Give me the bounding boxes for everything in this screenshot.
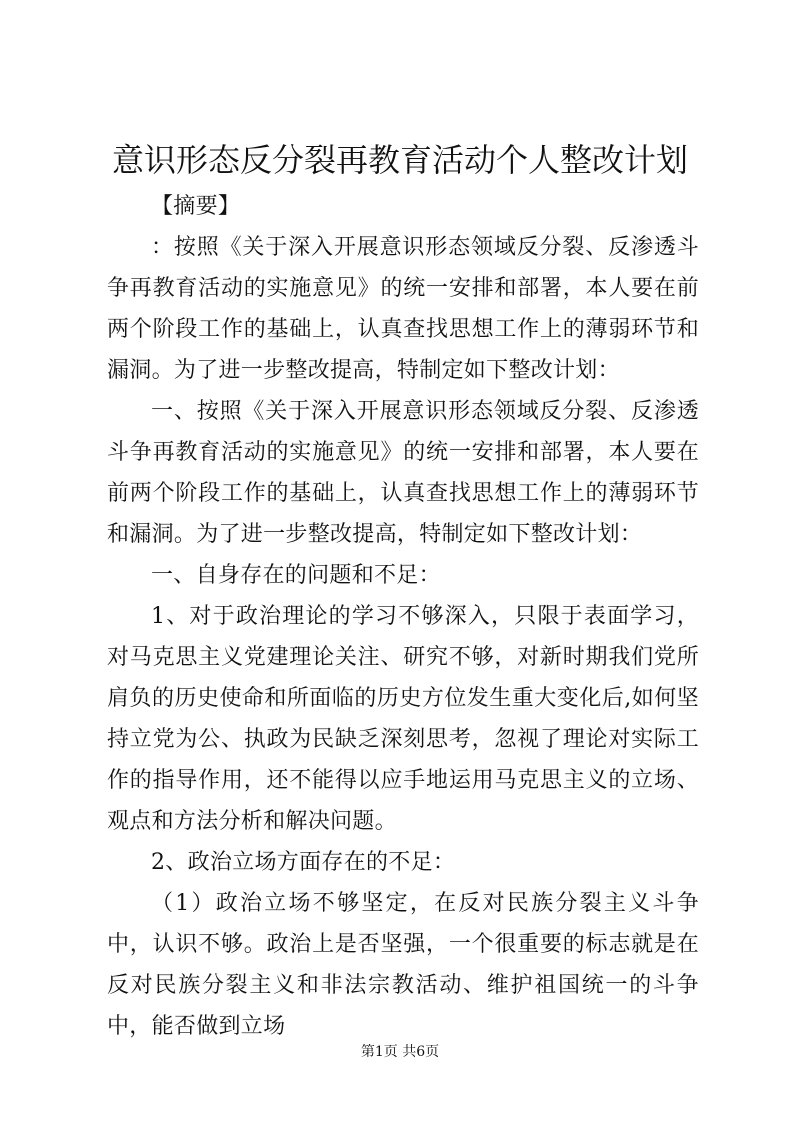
- abstract-label: 【摘要】: [151, 194, 241, 219]
- paragraph: 1、对于政治理论的学习不够深入，只限于表面学习，对马克思主义党建理论关注、研究不够，对新时期我们党所肩负的历史使命和所面临的历史方位发生重大变化后,如何坚持立党为公、执政为民缺乏深刻思考，忽视了理论对实际工作的指导作用，还不能得以应手地运用马克思主义的立场、观点和方法分析和解决问题。: [107, 604, 699, 834]
- page-footer: 第1页 共6页: [360, 1044, 440, 1060]
- paragraph: ：按照《关于深入开展意识形态领域反分裂、反渗透斗争再教育活动的实施意见》的统一安排和部署，本人要在前两个阶段工作的基础上，认真查找思想工作上的薄弱环节和漏洞。为了进一步整改提高，特制定如下整改计划：: [107, 235, 699, 383]
- paragraph: （1）政治立场不够坚定，在反对民族分裂主义斗争中，认识不够。政治上是否坚强，一个很重要的标志就是在反对民族分裂主义和非法宗教活动、维护祖国统一的斗争中，能否做到立场: [107, 891, 699, 1039]
- document-title: 意识形态反分裂再教育活动个人整改计划: [111, 141, 688, 179]
- section-heading: 一、自身存在的问题和不足：: [151, 563, 441, 588]
- document-body: [107, 186, 699, 1047]
- paragraph: 一、按照《关于深入开展意识形态领域反分裂、反渗透斗争再教育活动的实施意见》的统一安排和部署，本人要在前两个阶段工作的基础上，认真查找思想工作上的薄弱环节和漏洞。为了进一步整改提高，特制定如下整改计划：: [107, 399, 699, 547]
- section-heading: 2、政治立场方面存在的不足：: [151, 850, 456, 875]
